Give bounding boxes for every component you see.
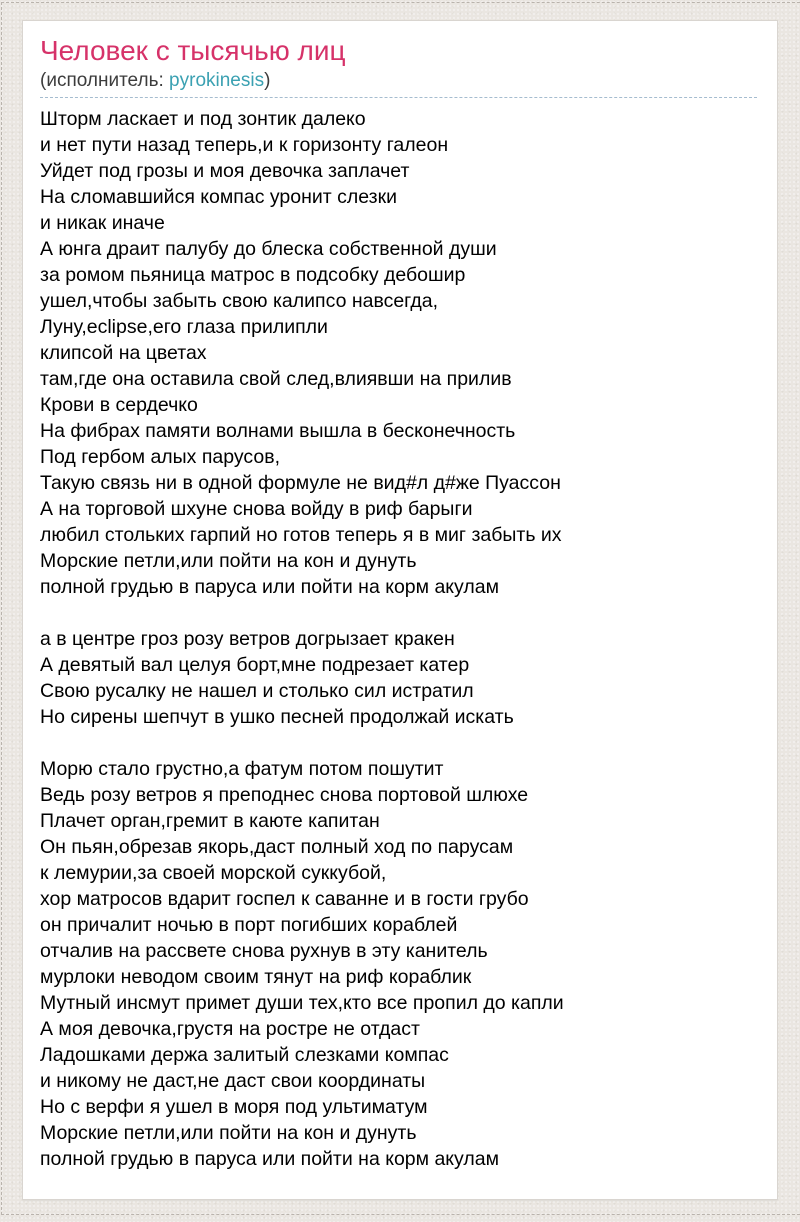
lyric-line: А девятый вал целуя борт,мне подрезает катер <box>40 654 470 676</box>
lyrics-stanza <box>40 756 757 1172</box>
artist-label: (исполнитель: <box>40 70 164 91</box>
lyric-line: Он пьян,обрезав якорь,даст полный ход по парусам <box>40 836 514 858</box>
lyric-line: Луну,eclipse,его глаза прилипли <box>40 316 328 338</box>
lyric-line: мурлоки неводом своим тянут на риф кораблик <box>40 966 472 988</box>
song-title: Человек с тысячью лиц <box>40 35 346 66</box>
dashed-separator <box>40 97 757 98</box>
lyric-line: ушел,чтобы забыть свою калипсо навсегда, <box>40 290 439 312</box>
lyric-line: Ладошками держа залитый слезками компас <box>40 1044 449 1066</box>
lyric-line: отчалив на рассвете снова рухнув в эту канитель <box>40 940 488 962</box>
lyric-line: Уйдет под грозы и моя девочка заплачет <box>40 160 410 182</box>
lyric-line: Такую связь ни в одной формуле не вид#л д#же Пуассон <box>40 472 561 494</box>
lyric-line: Под гербом алых парусов, <box>40 446 280 468</box>
artist-close-paren: ) <box>264 70 271 91</box>
lyrics-stanza <box>40 106 757 600</box>
lyric-line: он причалит ночью в порт погибших кораблей <box>40 914 458 936</box>
lyric-line: Но с верфи я ушел в моря под ультиматум <box>40 1096 428 1118</box>
artist-link[interactable]: pyrokinesis <box>169 70 265 91</box>
lyric-line: На сломавшийся компас уронит слезки <box>40 186 398 208</box>
lyric-line: Мутный инсмут примет души тех,кто все пропил до капли <box>40 992 564 1014</box>
lyric-line: А моя девочка,грустя на ростре не отдаст <box>40 1018 420 1040</box>
lyric-line: клипсой на цветах <box>40 342 207 364</box>
lyric-line: Шторм ласкает и под зонтик далеко <box>40 108 366 130</box>
lyric-line: Плачет орган,гремит в каюте капитан <box>40 810 380 832</box>
lyric-line: любил стольких гарпий но готов теперь я в миг забыть их <box>40 524 562 546</box>
lyric-line: за ромом пьяница матрос в подсобку дебошир <box>40 264 466 286</box>
lyric-line: Но сирены шепчут в ушко песней продолжай искать <box>40 706 514 728</box>
lyric-line: Морю стало грустно,а фатум потом пошутит <box>40 758 444 780</box>
lyric-line: к лемурии,за своей морской суккубой, <box>40 862 387 884</box>
lyric-line: полной грудью в паруса или пойти на корм акулам <box>40 1148 500 1170</box>
lyric-line: и никому не даст,не даст свои координаты <box>40 1070 426 1092</box>
lyric-line: и никак иначе <box>40 212 165 234</box>
lyric-line: Крови в сердечко <box>40 394 198 416</box>
lyrics-card <box>22 20 778 1200</box>
lyric-line: а в центре гроз розу ветров догрызает кракен <box>40 628 455 650</box>
lyric-line: На фибрах памяти волнами вышла в бесконечность <box>40 420 516 442</box>
lyric-line: А на торговой шхуне снова войду в риф барыги <box>40 498 473 520</box>
lyric-line: там,где она оставила свой след,влиявши на прилив <box>40 368 512 390</box>
lyric-line: полной грудью в паруса или пойти на корм акулам <box>40 576 500 598</box>
lyric-line: и нет пути назад теперь,и к горизонту галеон <box>40 134 449 156</box>
lyric-line: Морские петли,или пойти на кон и дунуть <box>40 1122 417 1144</box>
lyric-line: хор матросов вдарит госпел к саванне и в гости грубо <box>40 888 529 910</box>
lyric-line: Морские петли,или пойти на кон и дунуть <box>40 550 417 572</box>
lyric-line: Свою русалку не нашел и столько сил истратил <box>40 680 474 702</box>
lyrics-stanza <box>40 626 757 730</box>
lyric-line: А юнга драит палубу до блеска собственной души <box>40 238 497 260</box>
artist-line <box>40 69 757 93</box>
lyrics-text <box>40 106 757 1172</box>
lyric-line: Ведь розу ветров я преподнес снова портовой шлюхе <box>40 784 529 806</box>
